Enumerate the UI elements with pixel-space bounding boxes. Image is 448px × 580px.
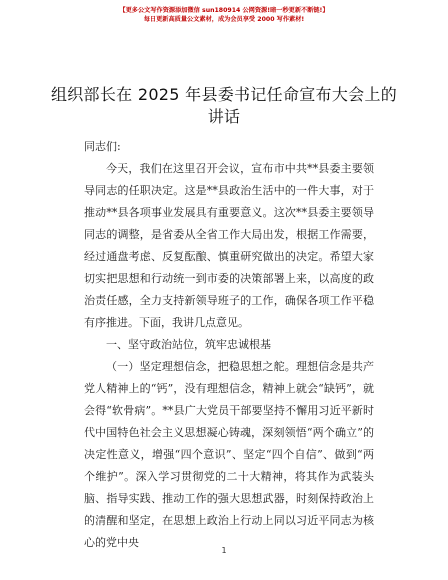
promo-banner-line-1: 【更多公文写作资源添加微信 sun180914 公网资源!暗一秒更新不断链!】 <box>119 7 329 14</box>
section-heading: 一、坚守政治站位，筑牢忠诚根基 <box>106 338 271 351</box>
promo-banner <box>0 6 448 24</box>
document-body <box>84 136 374 554</box>
promo-banner-line-2: 每日更新高质量公文素材，成为会员享受 2000 写作素材! <box>143 16 305 23</box>
intro-paragraph: 今天，我们在这里召开会议，宣布市中共**县委主要领导同志的任职决定。这是**县政治生活中的一件大事，对于推动**县各项事业发展具有重要意义。这次**县委主要领导同志的调整，是省委从全省工作大局出发，根据工作需要，经过通盘考虑、反复酝酿、慎重研究做出的决定。希望大家切实把思想和行动统一到市委的决策部署上来，以高度的政治责任感，全力支持新领导班子的工作，确保各项工作平稳有序推进。下面，我讲几点意见。 <box>84 162 374 329</box>
document-title: 组织部长在 2025 年县委书记任命宣布大会上的讲话 <box>50 85 398 126</box>
salutation: 同志们: <box>84 140 121 153</box>
section-paragraph: （一）坚定理想信念，把稳思想之舵。理想信念是共产党人精神上的“钙”，没有理想信念，精神上就会“缺钙”，就会得“软骨病”。**县广大党员干部要坚持不懈用习近平新时代中国特色社会主义思想凝心铸魂，深刻领悟“两个确立”的决定性意义，增强“四个意识”、坚定“四个自信”、做到“两个维护”。深入学习贯彻党的二十大精神，将其作为武装头脑、指导实践、推动工作的强大思想武器，时刻保持政治上的清醒和坚定，在思想上政治上行动上同以习近平同志为核心的党中央 <box>84 360 374 549</box>
page-number: 1 <box>221 546 227 555</box>
